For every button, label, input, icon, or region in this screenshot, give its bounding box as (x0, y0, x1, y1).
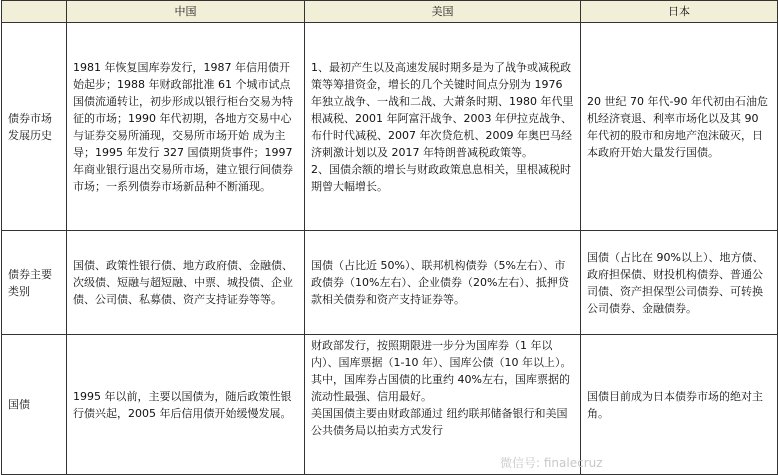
table-row (2, 335, 778, 475)
usa-history-point-2: 2、国债余额的增长与财政政策息息相关，里根减税时期曾大幅增长。 (311, 162, 571, 193)
header-japan: 日本 (581, 1, 778, 23)
table-row (2, 231, 778, 335)
cell-japan-history: 20 世纪 70 年代-90 年代初由石油危机经济衰退、利率市场化以及其 90 年代初的股市和房地产泡沫破灭，日本政府开始大量发行国债。 (581, 23, 778, 231)
row-label-history: 债券市场发展历史 (2, 23, 67, 231)
watermark: 微信号: finalecruz (500, 456, 603, 470)
cell-china-history: 1981 年恢复国库券发行，1987 年信用债开始起步；1988 年财政部批准 61 个城市试点国债流通转让，初步形成以银行柜台交易为特征的市场；1990 年代初期，各地方交易中心与证券交易所涌现，交易所市场开始 成为主导；1995 年发行 327 国债期货事件；1997 年商业银行退出交易所市场，建立银行间债券市场；一系列债券市场新品种不断涌现。 (67, 23, 305, 231)
table-row (2, 23, 778, 231)
usa-history-point-1: 1、最初产生以及高速发展时期多是为了战争或减税政策等筹措资金，增长的几个关键时间点分别为 1976 年独立战争、一战和二战、大萧条时期、1980 年代里根减税、2001 年阿富汗战争、2003 年伊拉克战争、布什时代减税、2007 年次贷危机、2009 年奥巴马经济刺激计划以及 2017 年特朗普减税政策等。 (311, 60, 574, 159)
cell-usa-categories: 国债（占比近 50%）、联邦机构债券（5%左右）、市政债券（10%左右）、企业债券（20%左右）、抵押贷款相关债券和资产支持证券等。 (305, 231, 581, 335)
cell-japan-treasury: 国债目前成为日本债券市场的绝对主角。 (581, 335, 778, 475)
header-row (2, 1, 778, 23)
usa-treasury-point-2: 美国国债主要由财政部通过 纽约联邦储备银行和美国公共债务局以拍卖方式发行 (311, 407, 568, 437)
header-usa: 美国 (305, 1, 581, 23)
cell-usa-history (305, 23, 581, 231)
header-china: 中国 (67, 1, 305, 23)
row-label-categories: 债券主要类别 (2, 231, 67, 335)
usa-treasury-point-1: 财政部发行，按照期限进一步分为国库券（1 年以内）、国库票据（1-10 年）、国库公债（10 年以上）。其中，国库券占国债的比重约 40%左右，国库票据的流动性最强、信用最好。 (311, 339, 572, 403)
header-label-col (2, 1, 67, 23)
comparison-table (1, 0, 778, 475)
cell-china-categories: 国债、政策性银行债、地方政府债、金融债、次级债、短融与超短融、中票、城投债、企业债、公司债、私募债、资产支持证券等等。 (67, 231, 305, 335)
cell-china-treasury: 1995 年以前，主要以国债为，随后政策性银行债兴起，2005 年后信用债开始缓慢发展。 (67, 335, 305, 475)
row-label-treasury: 国债 (2, 335, 67, 475)
cell-japan-categories: 国债（占比在 90%以上）、地方债、政府担保债、财投机构债券、普通公司债、资产担保型公司债券、可转换公司债券、金融债券。 (581, 231, 778, 335)
